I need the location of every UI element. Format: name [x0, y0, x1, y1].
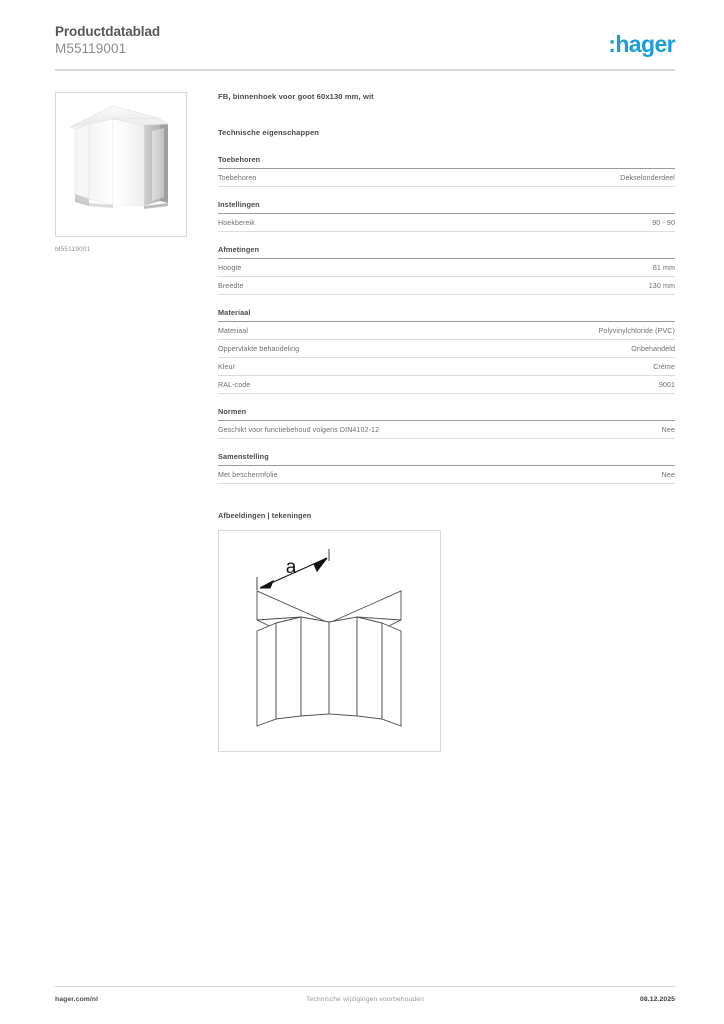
spec-value: Polyvinylchloride (PVC)	[598, 327, 675, 335]
dimension-label-a: a	[285, 557, 297, 578]
product-name: FB, binnenhoek voor goot 60x130 mm, wit	[218, 92, 374, 101]
spec-row	[218, 214, 675, 232]
footer-website[interactable]: hager.com/nl	[55, 996, 99, 1003]
spec-label: Geschikt voor functiebehoud volgens DIN4102-12	[218, 426, 380, 434]
spec-row	[218, 466, 675, 484]
spec-label: Hoekbereik	[218, 219, 255, 227]
spec-row	[218, 169, 675, 187]
page-title: Productdatablad	[55, 24, 161, 39]
spec-value: 130 mm	[648, 282, 675, 290]
spec-label: Met beschermfolie	[218, 471, 278, 479]
product-reference: M55119001	[55, 41, 127, 56]
spec-label: Oppervlakte behandeling	[218, 345, 300, 353]
drawing-block	[218, 511, 675, 752]
footer-disclaimer: Technische wijzigingen voorbehouden	[306, 996, 424, 1003]
spec-label: Hoogte	[218, 264, 242, 272]
drawing-box	[218, 530, 441, 752]
spec-group	[218, 308, 675, 394]
spec-value: 9001	[658, 381, 675, 389]
product-caption: M55119001	[55, 246, 91, 253]
spec-row	[218, 376, 675, 394]
spec-group-title: Samenstelling	[218, 452, 675, 466]
spec-value: Dekselonderdeel	[620, 174, 675, 182]
spec-label: RAL-code	[218, 381, 251, 389]
page-header	[55, 24, 675, 70]
spec-group	[218, 452, 675, 484]
product-photo-inner-corner	[56, 93, 186, 236]
footer-date: 08.12.2025	[639, 996, 675, 1003]
technical-drawing-inner-corner	[219, 531, 440, 751]
spec-row	[218, 358, 675, 376]
technical-properties-heading: Technische eigenschappen	[218, 128, 320, 137]
spec-group-title: Toebehoren	[218, 155, 675, 169]
spec-value: 61 mm	[652, 264, 675, 272]
spec-label: Materiaal	[218, 327, 249, 335]
spec-group	[218, 155, 675, 187]
spec-value: Nee	[661, 471, 675, 479]
product-image-box	[55, 92, 187, 237]
spec-group-title: Afmetingen	[218, 245, 675, 259]
spec-group	[218, 200, 675, 232]
spec-group-title: Materiaal	[218, 308, 675, 322]
page-footer	[55, 996, 675, 1003]
product-figure	[55, 92, 187, 253]
spec-value: Crème	[653, 363, 675, 371]
spec-table	[218, 155, 675, 484]
spec-label: Toebehoren	[218, 174, 257, 182]
spec-row	[218, 322, 675, 340]
spec-group-title: Normen	[218, 407, 675, 421]
spec-row	[218, 340, 675, 358]
main-content	[218, 92, 675, 752]
spec-label: Kleur	[218, 363, 236, 371]
hager-logo: :hager	[608, 31, 675, 57]
header-divider	[55, 69, 675, 71]
spec-row	[218, 277, 675, 295]
spec-row	[218, 421, 675, 439]
spec-label: Breedte	[218, 282, 244, 290]
spec-group	[218, 245, 675, 295]
spec-value: 90 - 90	[652, 219, 675, 227]
spec-value: Nee	[661, 426, 675, 434]
spec-row	[218, 259, 675, 277]
spec-value: Onbehandeld	[631, 345, 675, 353]
drawing-heading: Afbeeldingen | tekeningen	[218, 511, 312, 520]
spec-group	[218, 407, 675, 439]
spec-group-title: Instellingen	[218, 200, 675, 214]
footer-divider	[55, 986, 675, 987]
